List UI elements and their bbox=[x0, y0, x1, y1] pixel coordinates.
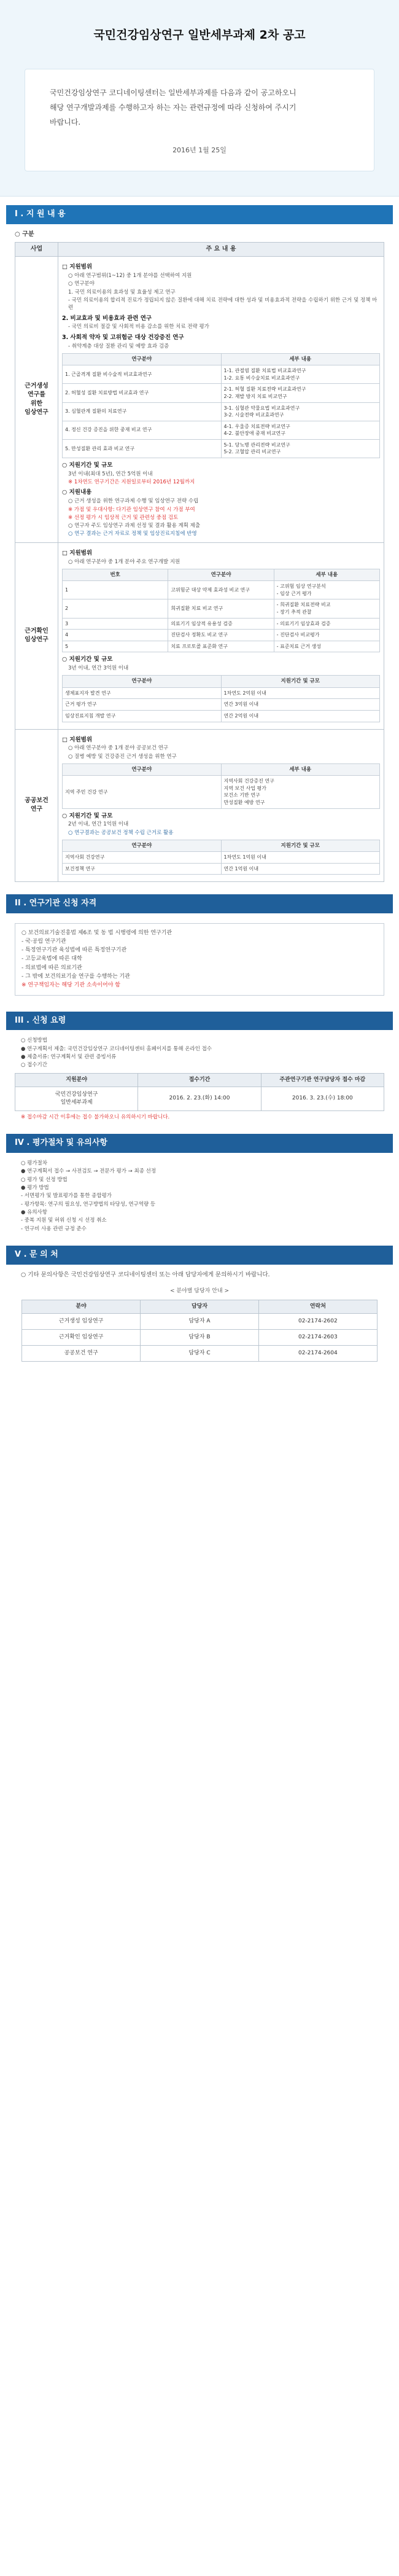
schedule-cell: 국민건강임상연구 일반세부과제 bbox=[15, 1087, 138, 1110]
evaluation-line: - 서면평가 및 발표평가를 통한 종합평가 bbox=[21, 1193, 112, 1200]
contact-header: 분야 bbox=[22, 1300, 141, 1313]
contact-intro: ○ 기타 문의사항은 국민건강임상연구 코디네이팅센터 또는 아래 담당자에게 문의하시기 바랍니다. bbox=[21, 1271, 270, 1278]
budget-row bbox=[63, 710, 380, 722]
schedule-table bbox=[15, 1073, 384, 1111]
eligibility-line: - 그 밖에 보건의료기술 연구를 수행하는 기관 bbox=[21, 973, 130, 980]
notice-date: 2016년 1월 25일 bbox=[172, 146, 227, 154]
evaluation-line: ● 평가 방법 bbox=[21, 1184, 49, 1191]
contact-cell: 담당자 B bbox=[141, 1329, 259, 1345]
block-title: □ 지원범위 bbox=[62, 263, 92, 271]
sub-table-cell: 2. 허혈성 질환 치료방법 비교효과 연구 bbox=[63, 384, 222, 402]
evaluation-line: ○ 평가절차 bbox=[21, 1160, 47, 1167]
evaluation-line: - 연구비 사용 관련 규정 준수 bbox=[21, 1225, 87, 1232]
block-line: ○ 근거 생성을 위한 연구과제 수행 및 임상연구 전략 수립 bbox=[68, 498, 199, 505]
sub-table-cell: 3 bbox=[63, 618, 168, 630]
section-title: III . 신청 요령 bbox=[6, 1012, 393, 1031]
sub-table-cell: 1 bbox=[63, 581, 168, 599]
eligibility-line: - 의료법에 따른 의료기관 bbox=[21, 964, 82, 971]
sub-table-row bbox=[63, 365, 380, 384]
contact-cell: 담당자 C bbox=[141, 1345, 259, 1361]
notice-line: 국민건강임상연구 코디네이팅센터는 일반세부과제를 다음과 같이 공고하오니 bbox=[50, 88, 296, 97]
contact-cell: 공공보건 연구 bbox=[22, 1345, 141, 1361]
sub-table-header: 연구분야 bbox=[63, 353, 222, 365]
apply-line: ● 연구계획서 제출: 국민건강임상연구 코디네이팅센터 홈페이지를 통해 온라인 접수 bbox=[21, 1045, 212, 1052]
sub-table-row bbox=[63, 630, 380, 641]
support-category: 근거생성 연구를 위한 임상연구 bbox=[15, 257, 58, 542]
support-table bbox=[15, 242, 384, 883]
contact-row bbox=[22, 1345, 378, 1361]
apply-line: ○ 신청방법 bbox=[21, 1037, 47, 1044]
sub-table-cell: 5. 만성질환 관리 효과 비교 연구 bbox=[63, 439, 222, 458]
notice-line: 바랍니다. bbox=[50, 117, 81, 127]
eligibility-line: - 고등교육법에 따른 대학 bbox=[21, 956, 82, 962]
eligibility-line: - 특정연구기관 육성법에 따른 특정연구기관 bbox=[21, 947, 127, 954]
sub-table-cell: 1-1. 관절염 질환 치료법 비교효과연구 1-2. 요통 비수술치료 비교효과연구 bbox=[221, 365, 380, 384]
schedule-note: ※ 접수마감 시간 이후에는 접수 불가하오니 유의하시기 바랍니다. bbox=[21, 1114, 170, 1120]
block-line: ○ 질병 예방 및 건강증진 근거 생성을 위한 연구 bbox=[68, 753, 177, 760]
budget-cell: 1차연도 2억원 이내 bbox=[221, 687, 380, 699]
block-line: 1. 국민 의료이용의 효과성 및 효율성 제고 연구 bbox=[68, 289, 176, 295]
sub-table-cell: 4. 정신 건강 증진을 위한 중재 비교 연구 bbox=[63, 421, 222, 439]
block-line: ※ 선정 평가 시 임상적 근거 및 관련성 중점 검토 bbox=[68, 514, 179, 521]
schedule-cell: 2016. 3. 23.(수) 18:00 bbox=[261, 1087, 384, 1110]
block-title: □ 지원범위 bbox=[62, 736, 92, 743]
evaluation-line: ● 연구계획서 접수 → 사전검토 → 전문가 평가 → 최종 선정 bbox=[21, 1168, 157, 1175]
evaluation-line: ○ 평가 및 선정 방법 bbox=[21, 1176, 68, 1183]
budget-cell: 연간 1억원 이내 bbox=[221, 863, 380, 875]
section-support bbox=[0, 197, 399, 888]
support-category: 근거확인 임상연구 bbox=[15, 542, 58, 729]
sub-table-row bbox=[63, 402, 380, 421]
budget-header: 연구분야 bbox=[63, 676, 222, 687]
contact-cell: 근거생성 임상연구 bbox=[22, 1313, 141, 1329]
notice-box bbox=[25, 69, 374, 172]
schedule-cell: 2016. 2. 23.(화) 14:00 bbox=[138, 1087, 261, 1110]
sub-table-cell: - 진단검사 비교평가 bbox=[274, 630, 379, 641]
apply-line: ● 제출서류: 연구계획서 및 관련 증빙서류 bbox=[21, 1054, 117, 1061]
sub-table-cell: 2 bbox=[63, 599, 168, 618]
sub-table-header: 세부 내용 bbox=[221, 353, 380, 365]
block-line: ○ 연구 결과는 근거 자료로 정책 및 임상진료지침에 반영 bbox=[68, 531, 197, 537]
sub-table-header: 세부 내용 bbox=[221, 763, 380, 775]
sub-table-cell: 지역 주민 건강 연구 bbox=[63, 776, 222, 808]
budget-row bbox=[63, 699, 380, 711]
budget-cell: 연간 2억원 이내 bbox=[221, 710, 380, 722]
evaluation-line: ● 유의사항 bbox=[21, 1209, 47, 1216]
eligibility-note: ※ 연구책임자는 해당 기관 소속이어야 함 bbox=[21, 982, 120, 988]
sub-table-cell: 희귀질환 치료 비교 연구 bbox=[168, 599, 274, 618]
support-label: ○ 구분 bbox=[15, 231, 34, 238]
sub-table-cell: - 표준치료 근거 생성 bbox=[274, 641, 379, 652]
section-title: V . 문 의 처 bbox=[6, 1246, 393, 1265]
apply-line: ○ 접수기간 bbox=[21, 1062, 47, 1069]
budget-table bbox=[62, 675, 380, 722]
sub-table-cell: 지역사회 건강증진 연구 지역 보건 사업 평가 보건소 기반 연구 만성질환 예방 연구 bbox=[221, 776, 380, 808]
block-line: - 국민 의료이용의 합리적 진료가 정립되지 않은 질환에 대해 치료 전략에 대한 성과 및 비용효과적 전략을 수립하기 위한 근거 및 정책 마련 bbox=[68, 297, 378, 311]
block-title: ○ 지원기간 및 규모 bbox=[62, 812, 113, 819]
contact-header: 연락처 bbox=[258, 1300, 377, 1313]
block-title: ○ 지원기간 및 규모 bbox=[62, 656, 113, 663]
sub-table bbox=[62, 763, 380, 809]
block-title: 3. 사회적 약자 및 고위험군 대상 건강증진 연구 bbox=[62, 334, 184, 341]
sub-table-cell: 4-1. 우울증 치료전략 비교연구 4-2. 불안장애 중재 비교연구 bbox=[221, 421, 380, 439]
col-header: 주 요 내 용 bbox=[58, 242, 384, 257]
block-line: - 취약계층 대상 질환 관리 및 예방 효과 검증 bbox=[68, 343, 169, 349]
support-category: 공공보건 연구 bbox=[15, 729, 58, 882]
section-apply bbox=[0, 1005, 399, 1128]
contact-header: 담당자 bbox=[141, 1300, 259, 1313]
block-line: ○ 연구자 주도 임상연구 과제 선정 및 결과 활용 계획 제출 bbox=[68, 523, 201, 529]
sub-table bbox=[62, 353, 380, 458]
sub-table-header-row bbox=[63, 763, 380, 775]
section-eligibility bbox=[0, 888, 399, 1005]
sub-table-header-row bbox=[63, 569, 380, 580]
block-title: 2. 비교효과 및 비용효과 관련 연구 bbox=[62, 314, 152, 322]
sub-table-header: 세부 내용 bbox=[274, 569, 379, 580]
col-header: 사업 bbox=[15, 242, 58, 257]
sub-table-cell: 진단검사 정확도 비교 연구 bbox=[168, 630, 274, 641]
support-content bbox=[58, 729, 384, 882]
section-title: I . 지 원 내 용 bbox=[6, 205, 393, 224]
budget-cell: 임상진료지침 개발 연구 bbox=[63, 710, 222, 722]
section-evaluation bbox=[0, 1128, 399, 1239]
block-title: ○ 지원내용 bbox=[62, 489, 92, 496]
sub-table-cell: 의료기기 임상적 유용성 검증 bbox=[168, 618, 274, 630]
page-title: 국민건강임상연구 일반세부과제 2차 공고 bbox=[93, 28, 306, 42]
sub-table-cell: 4 bbox=[63, 630, 168, 641]
block-line: ※ 1차연도 연구기간은 지원일로부터 2016년 12월까지 bbox=[68, 479, 195, 486]
budget-cell: 생체표지자 발견 연구 bbox=[63, 687, 222, 699]
budget-cell: 지역사회 건강연구 bbox=[63, 852, 222, 864]
budget-header: 지원기간 및 규모 bbox=[221, 676, 380, 687]
sub-table-header-row bbox=[63, 353, 380, 365]
sub-table-cell: - 의료기기 임상효과 검증 bbox=[274, 618, 379, 630]
block-title: ○ 지원기간 및 규모 bbox=[62, 462, 113, 469]
support-row bbox=[15, 729, 384, 882]
block-line: - 국민 의료비 절감 및 사회적 비용 감소를 위한 치료 전략 평가 bbox=[68, 324, 209, 330]
sub-table-header: 연구분야 bbox=[63, 763, 222, 775]
contact-cell: 근거확인 임상연구 bbox=[22, 1329, 141, 1345]
sub-table-row bbox=[63, 776, 380, 808]
block-line: ○ 연구결과는 공공보건 정책 수립 근거로 활용 bbox=[68, 829, 174, 836]
budget-cell: 보건정책 연구 bbox=[63, 863, 222, 875]
support-row bbox=[15, 542, 384, 729]
contact-row bbox=[22, 1329, 378, 1345]
contact-cell: 담당자 A bbox=[141, 1313, 259, 1329]
block-line: ○ 연구분야 bbox=[68, 281, 95, 287]
contact-cell: 02-2174-2604 bbox=[258, 1345, 377, 1361]
sub-table-cell: 2-1. 허혈 질환 치료전략 비교효과연구 2-2. 재발 방지 치료 비교연구 bbox=[221, 384, 380, 402]
sub-table-header: 번호 bbox=[63, 569, 168, 580]
block-line: 3년 이내, 연간 3억원 이내 bbox=[68, 665, 129, 672]
block-line: ○ 아래 연구분야 중 1개 분야 주요 연구개발 지원 bbox=[68, 558, 180, 565]
sub-table-header: 연구분야 bbox=[168, 569, 274, 580]
support-content bbox=[58, 257, 384, 542]
schedule-header: 지원분야 bbox=[15, 1073, 138, 1087]
contact-cell: 02-2174-2603 bbox=[258, 1329, 377, 1345]
support-content bbox=[58, 542, 384, 729]
sub-table-cell: 치료 프로토콜 표준화 연구 bbox=[168, 641, 274, 652]
block-line: 3년 이내(최대 5년), 연간 5억원 이내 bbox=[68, 470, 153, 477]
budget-cell: 1차연도 1억원 이내 bbox=[221, 852, 380, 864]
contact-row bbox=[22, 1313, 378, 1329]
budget-cell: 근거 평가 연구 bbox=[63, 699, 222, 711]
notice-line: 해당 연구개발과제를 수행하고자 하는 자는 관련규정에 따라 신청하여 주시기 bbox=[50, 103, 296, 112]
contact-sublabel: < 분야별 담당자 안내 > bbox=[169, 1288, 230, 1295]
budget-table bbox=[62, 840, 380, 875]
budget-row bbox=[63, 863, 380, 875]
evaluation-line: - 중복 지원 및 허위 신청 시 선정 취소 bbox=[21, 1217, 107, 1224]
budget-header: 지원기간 및 규모 bbox=[221, 840, 380, 851]
section-contact bbox=[0, 1239, 399, 1378]
sub-table-row bbox=[63, 421, 380, 439]
budget-row bbox=[63, 687, 380, 699]
budget-header: 연구분야 bbox=[63, 840, 222, 851]
budget-header-row bbox=[63, 840, 380, 851]
sub-table-row bbox=[63, 641, 380, 652]
sub-table-cell: 고위험군 대상 약제 효과성 비교 연구 bbox=[168, 581, 274, 599]
contact-table bbox=[21, 1300, 378, 1362]
block-line: ○ 아래 연구분야 중 1개 분야 공공보건 연구 bbox=[68, 745, 169, 752]
evaluation-line: - 평가항목: 연구의 필요성, 연구방법의 타당성, 연구역량 등 bbox=[21, 1201, 156, 1208]
sub-table-cell: - 희귀질환 치료전략 비교 - 장기 추적 관찰 bbox=[274, 599, 379, 618]
sub-table-row bbox=[63, 581, 380, 599]
schedule-row bbox=[15, 1087, 384, 1110]
sub-table-cell: 5 bbox=[63, 641, 168, 652]
sub-table-row bbox=[63, 384, 380, 402]
block-line: ※ 가점 및 우대사항: 다기관 임상연구 참여 시 가점 부여 bbox=[68, 506, 195, 513]
notice-header bbox=[0, 0, 399, 197]
sub-table-row bbox=[63, 618, 380, 630]
sub-table-cell: 3. 심혈관계 질환의 치료연구 bbox=[63, 402, 222, 421]
block-line: 2년 이내, 연간 1억원 이내 bbox=[68, 821, 129, 828]
sub-table-row bbox=[63, 439, 380, 458]
sub-table-row bbox=[63, 599, 380, 618]
eligibility-box bbox=[15, 923, 384, 995]
support-row bbox=[15, 257, 384, 542]
sub-table-cell: 3-1. 심혈관 약물요법 비교효과연구 3-2. 시술전략 비교효과연구 bbox=[221, 402, 380, 421]
eligibility-intro: ○ 보건의료기술진흥법 제6조 및 동 법 시행령에 의한 연구기관 bbox=[21, 930, 172, 937]
budget-cell: 연간 3억원 이내 bbox=[221, 699, 380, 711]
sub-table-cell: 5-1. 당뇨병 관리전략 비교연구 5-2. 고혈압 관리 비교연구 bbox=[221, 439, 380, 458]
schedule-header: 접수기간 bbox=[138, 1073, 261, 1087]
contact-cell: 02-2174-2602 bbox=[258, 1313, 377, 1329]
sub-table-cell: - 고위험 임상 연구분석 - 임상 근거 평가 bbox=[274, 581, 379, 599]
section-title: II . 연구기관 신청 자격 bbox=[6, 894, 393, 913]
schedule-header: 주관연구기관 연구담당자 접수 마감 bbox=[261, 1073, 384, 1087]
block-title: □ 지원범위 bbox=[62, 549, 92, 556]
sub-table bbox=[62, 569, 380, 652]
budget-row bbox=[63, 852, 380, 864]
sub-table-cell: 1. 근골격계 질환 비수술적 비교효과연구 bbox=[63, 365, 222, 384]
budget-header-row bbox=[63, 676, 380, 687]
section-title: IV . 평가절차 및 유의사항 bbox=[6, 1134, 393, 1153]
eligibility-line: - 국·공립 연구기관 bbox=[21, 939, 66, 945]
block-line: ○ 아래 연구범위(1~12) 중 1개 분야를 선택하여 지원 bbox=[68, 273, 192, 279]
